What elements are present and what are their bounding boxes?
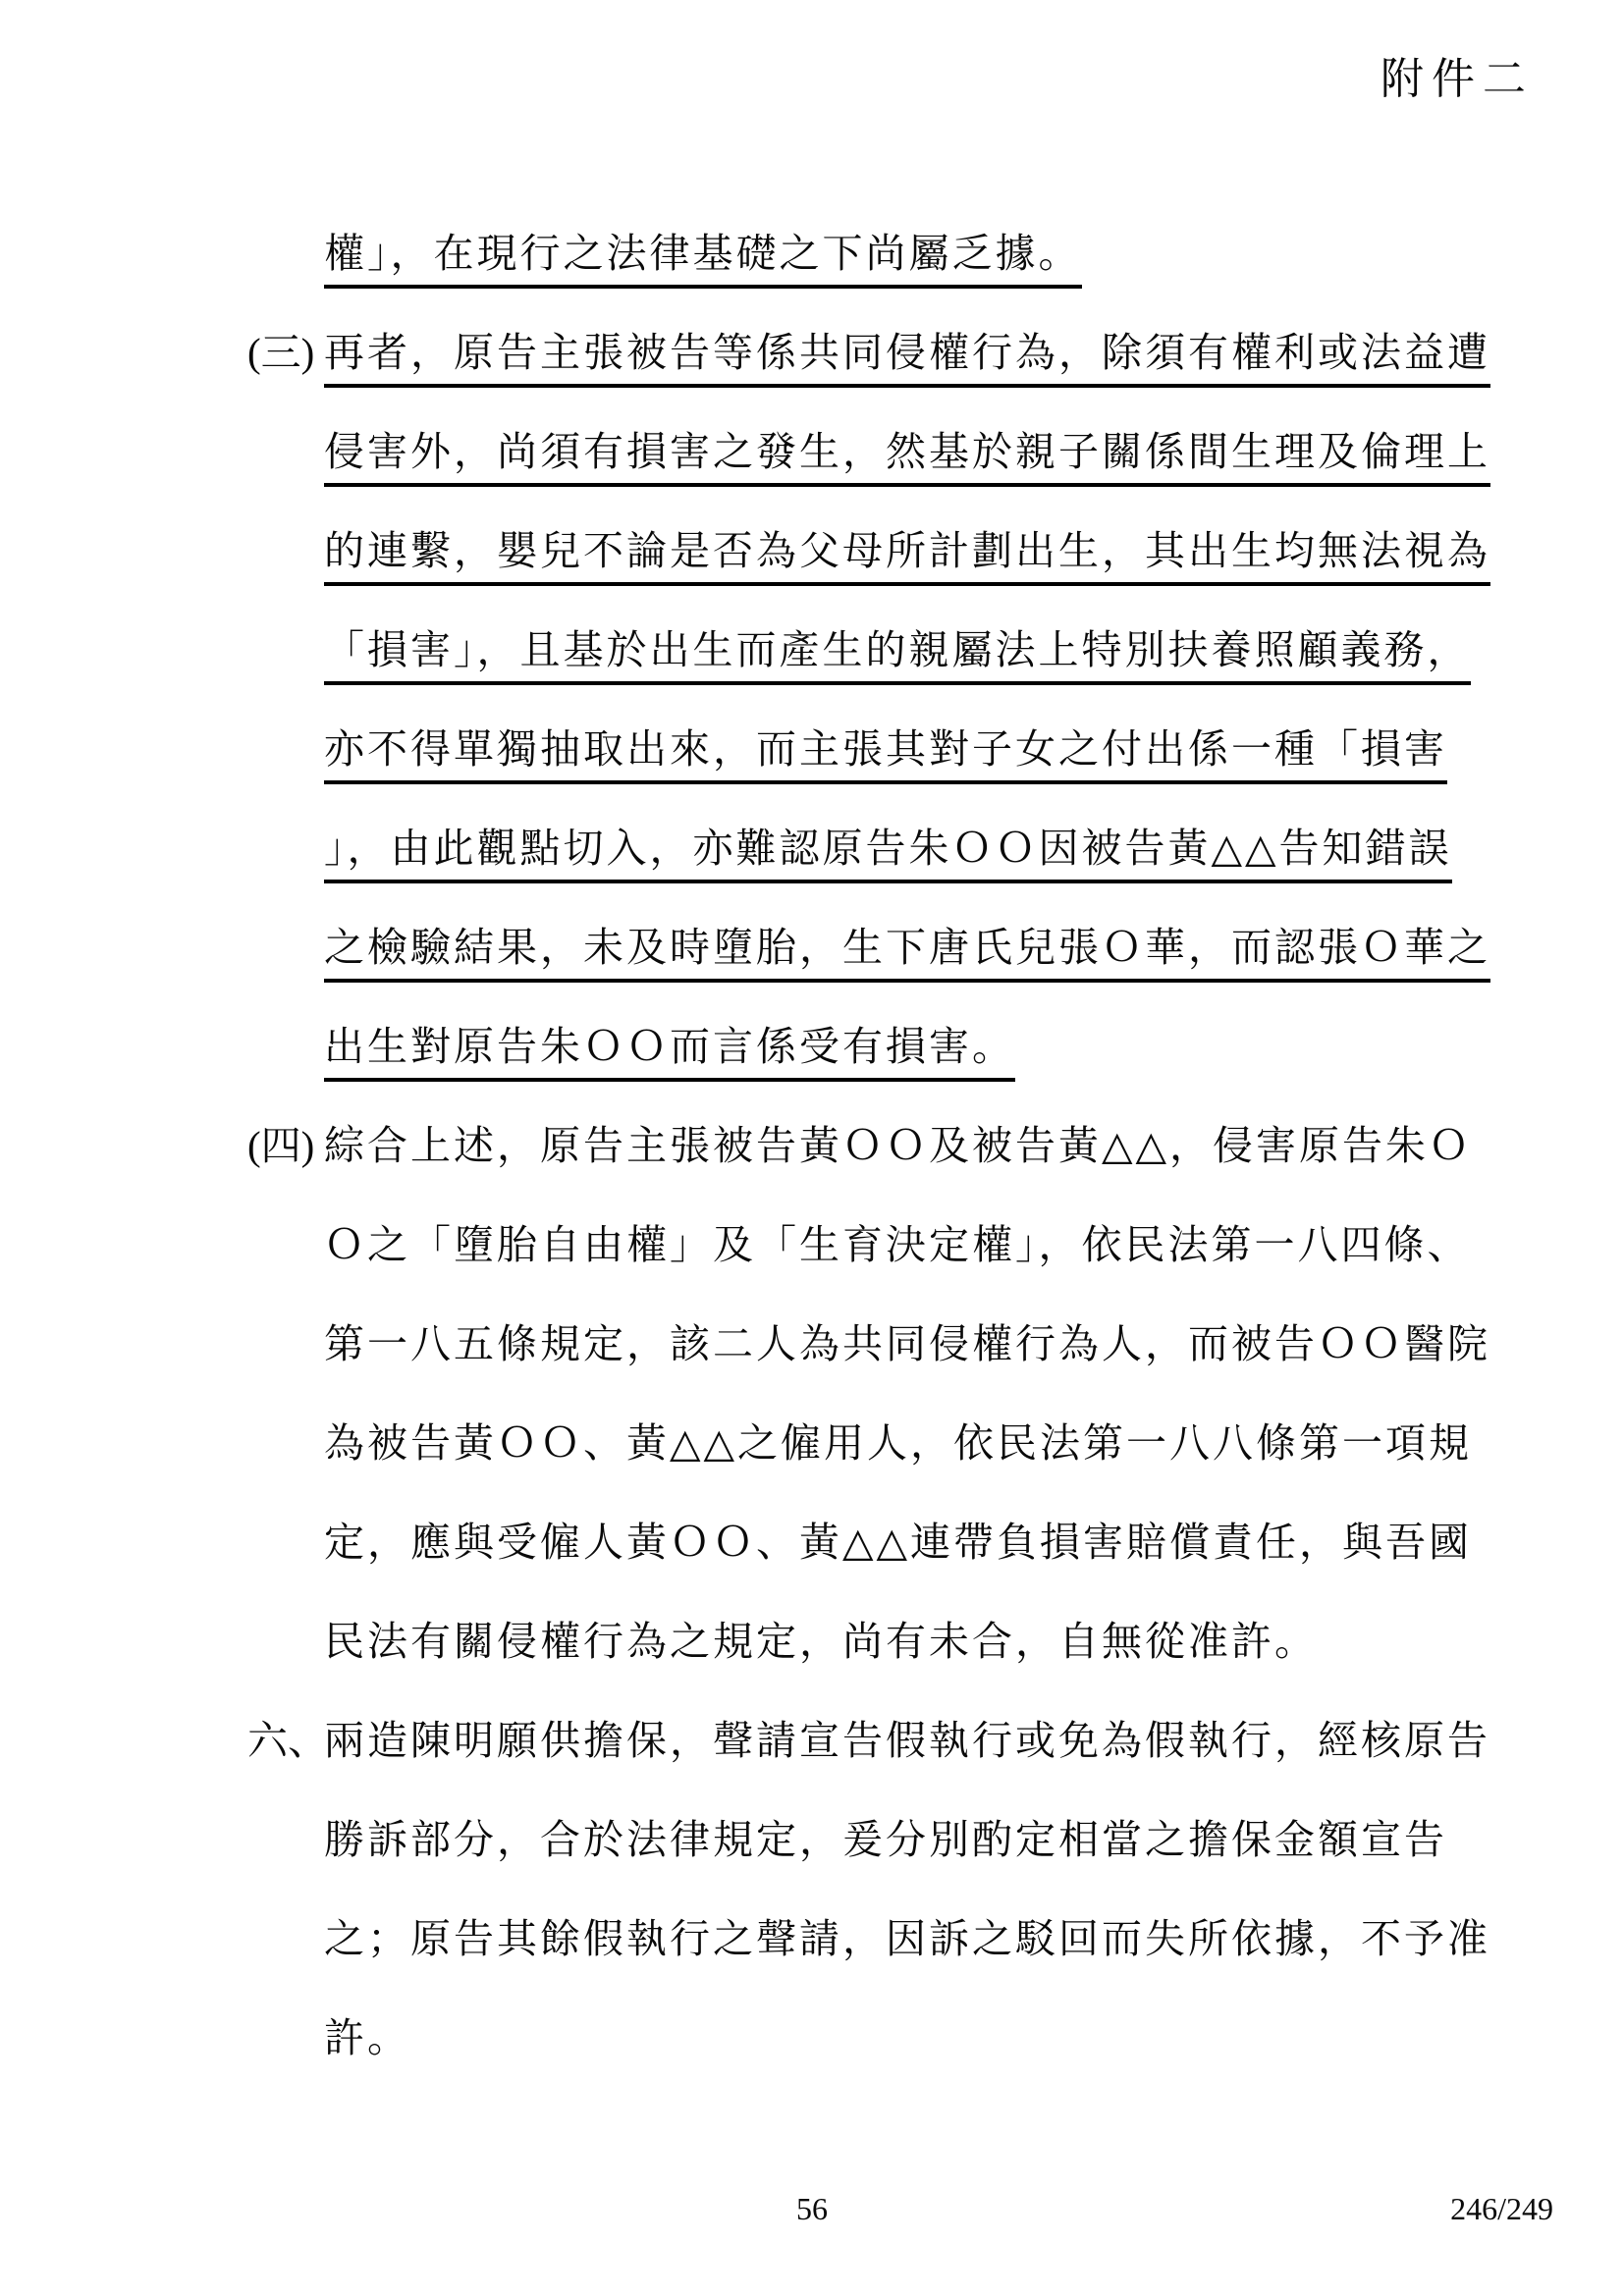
underlined-text: 出生對原告朱ＯＯ而言係受有損害。 <box>324 1024 1015 1082</box>
line-text: 許。 <box>324 2015 410 2060</box>
text-line <box>0 1993 1624 2092</box>
line-text: 定，應與受僱人黃ＯＯ、黃△△連帶負損害賠償責任，與吾國 <box>324 1520 1473 1565</box>
line-text: 之；原告其餘假執行之聲請，因訴之駁回而失所依據，不予准 <box>324 1916 1490 1961</box>
text-line <box>0 1794 1624 1894</box>
attachment-header-label: 附件二 <box>1380 55 1534 103</box>
text-line <box>0 208 1624 307</box>
text-line <box>0 1398 1624 1497</box>
text-line <box>0 1596 1624 1695</box>
underlined-text: 再者，原告主張被告等係共同侵權行為，除須有權利或法益遭 <box>324 330 1490 388</box>
line-text: 兩造陳明願供擔保，聲請宣告假執行或免為假執行，經核原告 <box>324 1718 1490 1763</box>
list-item-marker: (四) <box>247 1123 315 1168</box>
text-line <box>0 1200 1624 1299</box>
list-item-marker: 六、 <box>247 1718 328 1763</box>
pagination-counter: 246/249 <box>1450 2191 1553 2226</box>
text-line <box>0 704 1624 803</box>
text-line <box>0 1001 1624 1100</box>
line-text: 綜合上述，原告主張被告黃ＯＯ及被告黃△△，侵害原告朱Ｏ <box>324 1123 1473 1168</box>
list-item-marker: (三) <box>247 330 315 375</box>
text-line <box>0 506 1624 605</box>
line-text: 民法有關侵權行為之規定，尚有未合，自無從准許。 <box>324 1619 1318 1664</box>
line-text: 第一八五條規定，該二人為共同侵權行為人，而被告ＯＯ醫院 <box>324 1321 1490 1366</box>
judgment-body-text <box>0 208 1624 2092</box>
line-text: 勝訴部分，合於法律規定，爰分別酌定相當之擔保金額宣告 <box>324 1817 1447 1862</box>
text-line <box>0 1100 1624 1200</box>
text-line <box>0 307 1624 406</box>
underlined-text: 」，由此觀點切入，亦難認原告朱ＯＯ因被告黃△△告知錯誤 <box>324 826 1452 883</box>
line-text: Ｏ之「墮胎自由權」及「生育決定權」，依民法第一八四條、 <box>324 1222 1471 1267</box>
text-line <box>0 902 1624 1001</box>
text-line <box>0 406 1624 506</box>
underlined-text: 侵害外，尚須有損害之發生，然基於親子關係間生理及倫理上 <box>324 429 1490 487</box>
line-text: 為被告黃ＯＯ、黃△△之僱用人，依民法第一八八條第一項規 <box>324 1420 1473 1466</box>
text-line <box>0 1497 1624 1596</box>
text-line <box>0 1894 1624 1993</box>
page-number: 56 <box>796 2191 828 2226</box>
text-line <box>0 1299 1624 1398</box>
underlined-text: 亦不得單獨抽取出來，而主張其對子女之付出係一種「損害 <box>324 726 1447 784</box>
underlined-text: 「損害」，且基於出生而產生的親屬法上特別扶養照顧義務， <box>324 627 1471 685</box>
underlined-text: 之檢驗結果，未及時墮胎，生下唐氏兒張Ｏ華，而認張Ｏ華之 <box>324 925 1490 983</box>
underlined-text: 權」，在現行之法律基礎之下尚屬乏據。 <box>324 231 1082 289</box>
text-line <box>0 605 1624 704</box>
text-line <box>0 1695 1624 1794</box>
text-line <box>0 803 1624 902</box>
underlined-text: 的連繫，嬰兒不論是否為父母所計劃出生，其出生均無法視為 <box>324 528 1490 586</box>
